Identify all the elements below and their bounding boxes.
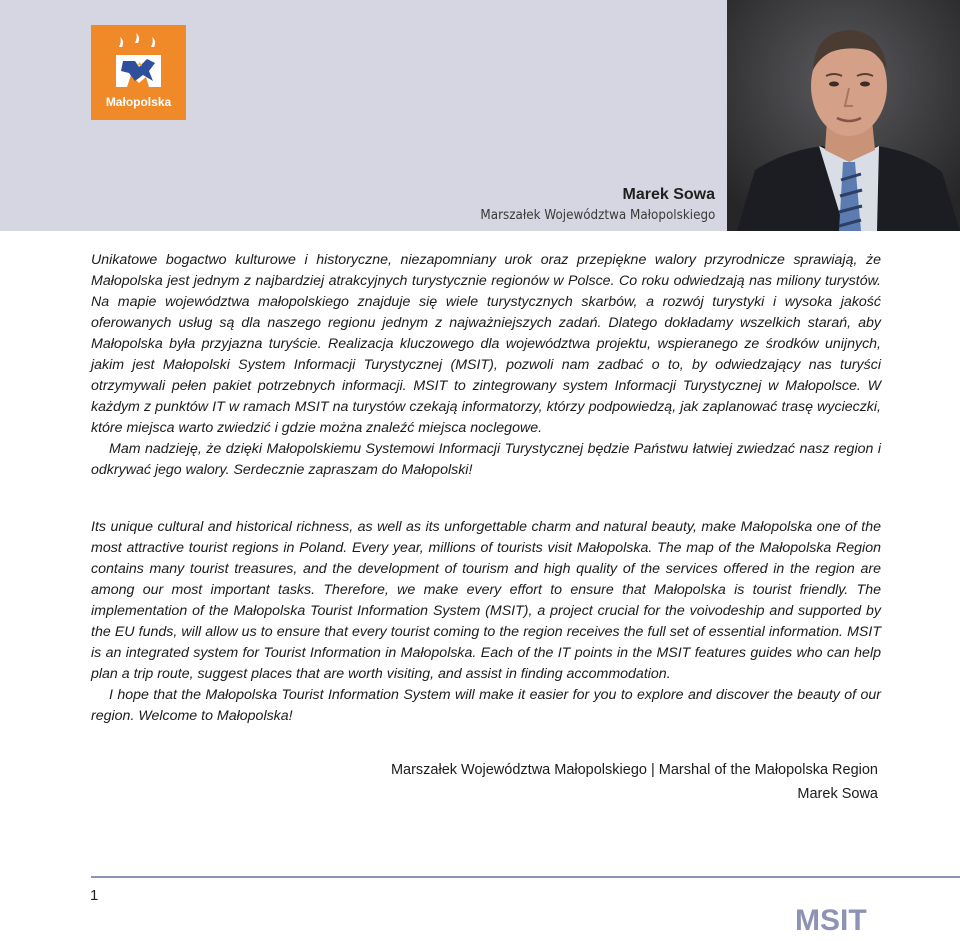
page-number: 1 bbox=[90, 887, 99, 904]
header-band bbox=[0, 0, 960, 231]
msit-logo-icon bbox=[795, 900, 881, 934]
msit-logo-text: MSIT bbox=[795, 904, 867, 934]
signature-block bbox=[391, 758, 878, 806]
portrait-image bbox=[727, 0, 960, 231]
malopolska-logo bbox=[91, 25, 186, 120]
polish-paragraph-2: Mam nadzieję, że dzięki Małopolskiemu Systemowi Informacji Turystycznej będzie Państwu łatwiej zwiedzać nasz region i odkrywać jego walory. Serdecznie zapraszam do Małopolski! bbox=[91, 441, 881, 478]
signature-title: Marszałek Województwa Małopolskiego | Marshal of the Małopolska Region bbox=[390, 762, 878, 778]
author-title: Marszałek Województwa Małopolskiego bbox=[480, 208, 715, 223]
english-paragraph-2: I hope that the Małopolska Tourist Information System will make it easier for you to explore and discover the beauty of our region. Welcome to Małopolska! bbox=[91, 687, 881, 724]
msit-logo bbox=[795, 900, 881, 939]
footer-divider bbox=[91, 876, 960, 878]
author-name: Marek Sowa bbox=[622, 186, 715, 203]
logo-text: Małopolska bbox=[105, 95, 172, 109]
english-text bbox=[91, 517, 881, 727]
english-paragraph-1: Its unique cultural and historical richness, as well as its unforgettable charm and natural beauty, make Małopolska one of the most attractive tourist regions in Poland. Every year, millions of tourists visit Małopolska. The map of the Małopolska Region contains many tourist treasures, and the development of tourism and high quality of the services offered in the region are among our most important tasks. Therefore, we make every effort to ensure that Małopolska is tourist friendly. The implementation of the Małopolska Tourist Information System (MSIT), a project crucial for the voivodeship and supported by the EU funds, will allow us to ensure that every tourist coming to the region receives the full set of essential information. MSIT is an integrated system for Tourist Information in Małopolska. Each of the IT points in the MSIT features guides who can help plan a trip route, suggest places that are worth visiting, and assist in finding accommodation. bbox=[91, 519, 881, 682]
signature-name: Marek Sowa bbox=[797, 786, 878, 802]
polish-paragraph-1: Unikatowe bogactwo kulturowe i historyczne, niezapomniany urok oraz przepiękne walory przyrodnicze sprawiają, że Małopolska jest jednym z najbardziej atrakcyjnych turystycznie regionów w Polsce. Co roku odwiedzają nas miliony turystów. Na mapie województwa małopolskiego znajduje się wiele turystycznych skarbów, a rozwój turystyki i wysoka jakość oferowanych usług są dla naszego regionu jednym z najważniejszych zadań. Dlatego dokładamy wszelkich starań, aby Małopolska była przyjazna turyście. Realizacja kluczowego dla województwa projektu, wspieranego ze środków unijnych, jakim jest Małopolski System Informacji Turystycznej (MSIT), pozwoli nam zadbać o to, by odwiedzający nas turyści otrzymywali pełen pakiet potrzebnych informacji. MSIT to zintegrowany system Informacji Turystycznej w Małopolsce. W każdym z punktów IT w ramach MSIT na turystów czekają informatorzy, którzy podpowiedzą, jak zaplanować trasę wycieczki, które miejsca warto zwiedzić i gdzie można znaleźć miejsca noclegowe. bbox=[91, 252, 881, 436]
polish-text bbox=[91, 250, 881, 481]
author-portrait bbox=[727, 0, 960, 231]
